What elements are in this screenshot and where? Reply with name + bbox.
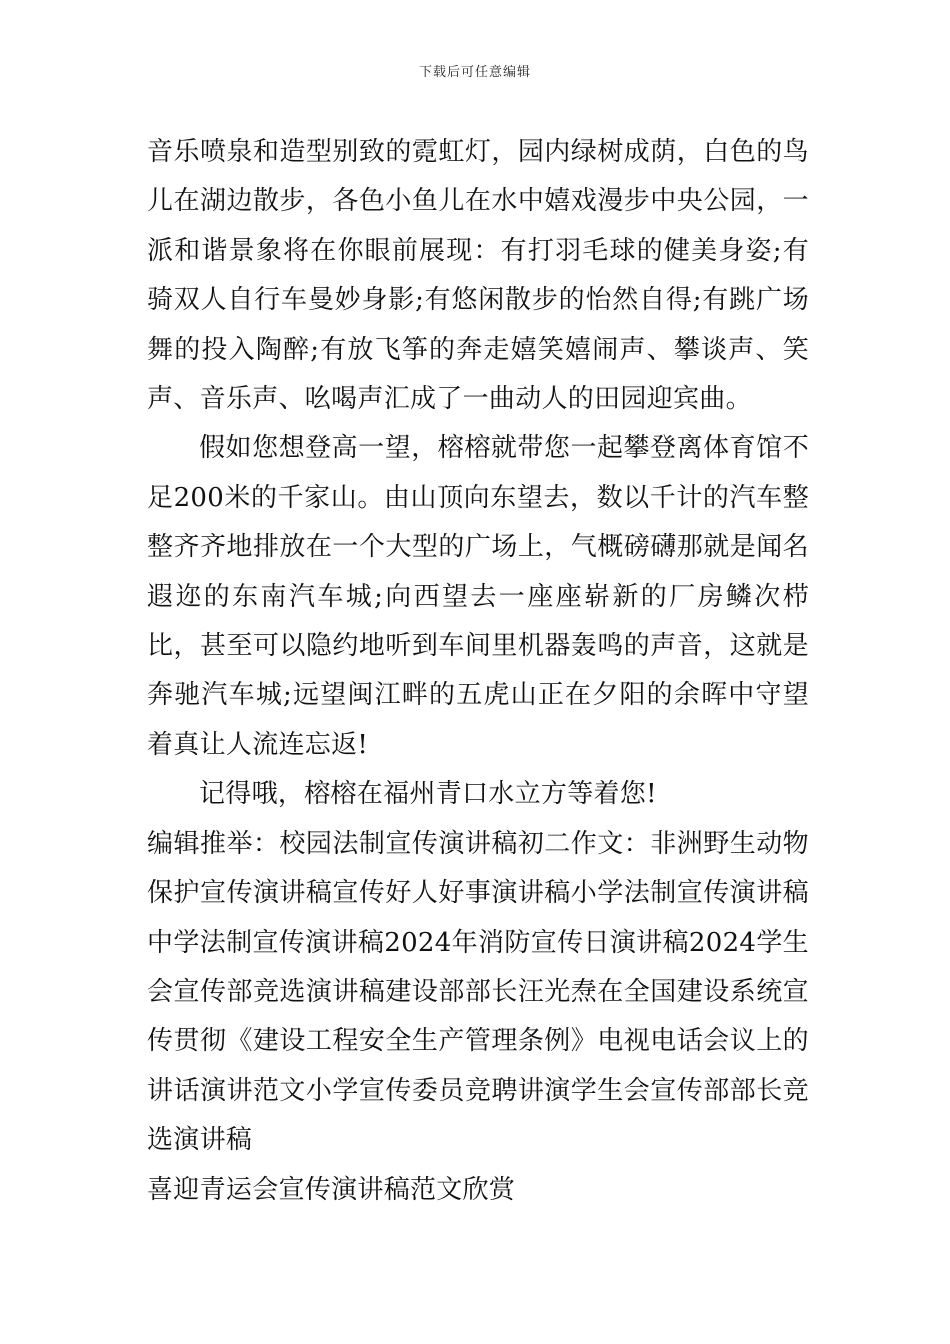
paragraph-mountain: 假如您想登高一望，榕榕就带您一起攀登离体育馆不足200米的千家山。由山顶向东望去，数以千计的汽车整整齐齐地排放在一个大型的广场上，气概磅礴那就是闻名遐迩的东南汽车城;向西望去一座座崭新的厂房鳞次栉比，甚至可以隐约地听到车间里机器轰鸣的声音，这就是奔驰汽车城;远望闽江畔的五虎山正在夕阳的余晖中守望着真让人流连忘返!	[147, 433, 809, 760]
page-header: 下载后可任意编辑	[418, 65, 531, 80]
paragraph-recommendations: 编辑推举：校园法制宣传演讲稿初二作文：非洲野生动物保护宣传演讲稿宣传好人好事演讲稿小学法制宣传演讲稿中学法制宣传演讲稿2024年消防宣传日演讲稿2024学生会宣传部竞选演讲稿建设部部长汪光焘在全国建设系统宣传贯彻《建设工程安全生产管理条例》电视电话会议上的讲话演讲范文小学宣传委员竞聘讲演学生会宣传部部长竞选演讲稿	[147, 828, 809, 1156]
paragraph-closing: 记得哦，榕榕在福州青口水立方等着您!	[199, 779, 657, 810]
paragraph-park: 音乐喷泉和造型别致的霓虹灯，园内绿树成荫，白色的鸟儿在湖边散步，各色小鱼儿在水中嬉戏漫步中央公园，一派和谐景象将在你眼前展现：有打羽毛球的健美身姿;有骑双人自行车曼妙身影;有悠闲散步的怡然自得;有跳广场舞的投入陶醉;有放飞筝的奔走嬉笑嬉闹声、攀谈声、笑声、音乐声、吆喝声汇成了一曲动人的田园迎宾曲。	[147, 137, 809, 415]
paragraph-next-title: 喜迎青运会宣传演讲稿范文欣赏	[147, 1174, 516, 1205]
document-body	[147, 128, 809, 1215]
